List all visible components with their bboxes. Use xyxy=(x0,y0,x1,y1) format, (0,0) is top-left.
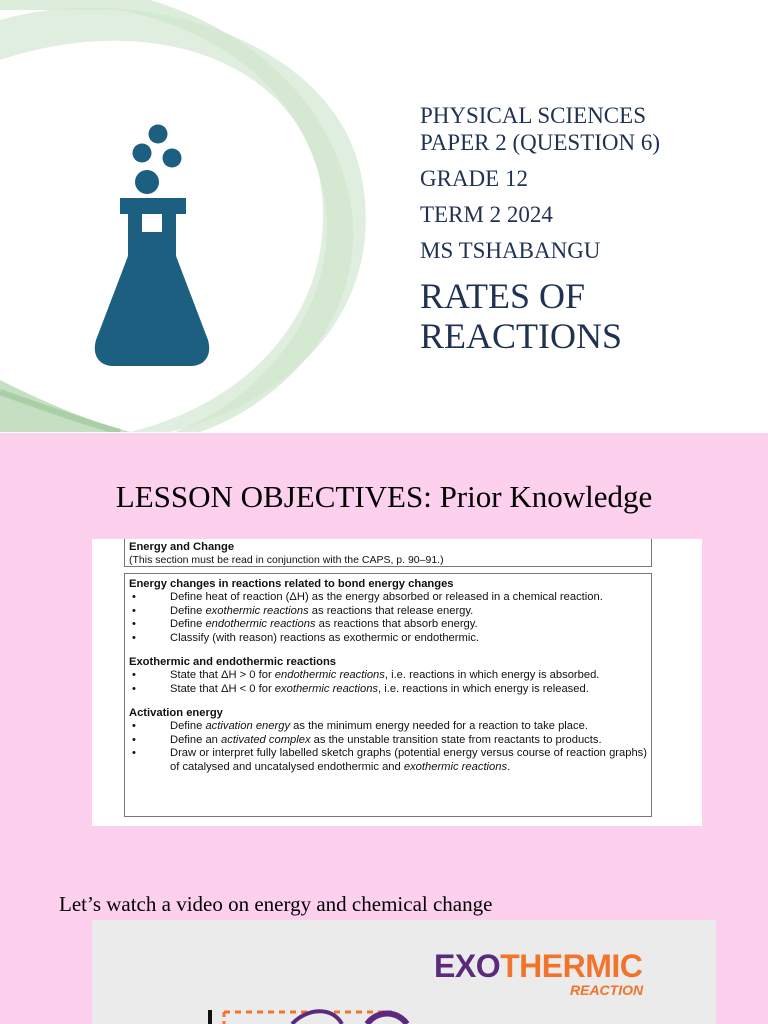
energy-diagram-graphic xyxy=(192,1000,432,1024)
subject-line: PHYSICAL SCIENCES xyxy=(420,103,646,128)
video-subtitle: REACTION xyxy=(570,982,644,998)
objective-item: • Define activation energy as the minimum energy needed for a reaction to take place. xyxy=(129,720,647,734)
doc-header-box xyxy=(124,539,652,567)
objective-item: • Define endothermic reactions as reactions that absorb energy. xyxy=(129,618,647,632)
section-heading: Activation energy xyxy=(129,707,223,719)
objective-list xyxy=(129,669,647,696)
objective-item: • Draw or interpret fully labelled sketch graphs (potential energy versus course of reaction graphs) of catalysed and uncatalysed endothermic and exothermic reactions. xyxy=(129,747,647,774)
video-thumbnail[interactable] xyxy=(92,920,716,1024)
video-title-part2: THERMIC xyxy=(500,948,643,984)
topic-line-1: RATES OF xyxy=(420,276,586,316)
objective-item: • Define an activated complex as the unstable transition state from reactants to products. xyxy=(129,734,647,748)
objective-list xyxy=(129,720,647,774)
title-slide xyxy=(0,0,768,432)
objective-item: • Define exothermic reactions as reactions that release energy. xyxy=(129,605,647,619)
objective-item: • State that ΔH < 0 for exothermic reactions, i.e. reactions in which energy is released. xyxy=(129,683,647,697)
paper-line: PAPER 2 (QUESTION 6) xyxy=(420,130,661,155)
doc-header-title: Energy and Change xyxy=(129,541,235,553)
video-title-part1: EXO xyxy=(434,948,501,984)
caps-document-excerpt xyxy=(92,539,702,826)
teacher-line: MS TSHABANGU xyxy=(420,238,601,263)
lesson-objectives-title: LESSON OBJECTIVES: Prior Knowledge xyxy=(115,479,653,514)
video-title xyxy=(434,950,642,982)
objectives-slide xyxy=(0,433,768,1024)
doc-header-note: (This section must be read in conjunction with the CAPS, p. 90–91.) xyxy=(129,554,444,566)
objective-list xyxy=(129,591,647,645)
objective-item: • Define heat of reaction (ΔH) as the energy absorbed or released in a chemical reaction. xyxy=(129,591,647,605)
section-heading: Energy changes in reactions related to bond energy changes xyxy=(129,578,454,590)
flask-icon xyxy=(90,118,214,370)
topic-line-2: REACTIONS xyxy=(420,316,623,356)
section-heading: Exothermic and endothermic reactions xyxy=(129,656,337,668)
objective-item: • Classify (with reason) reactions as exothermic or endothermic. xyxy=(129,632,647,646)
title-text-block xyxy=(420,102,660,356)
grade-line: GRADE 12 xyxy=(420,166,528,191)
term-line: TERM 2 2024 xyxy=(420,202,553,227)
video-intro-text: Let’s watch a video on energy and chemical change xyxy=(59,892,493,916)
objective-item: • State that ΔH > 0 for endothermic reactions, i.e. reactions in which energy is absorbed. xyxy=(129,669,647,683)
doc-content-box xyxy=(124,573,652,817)
